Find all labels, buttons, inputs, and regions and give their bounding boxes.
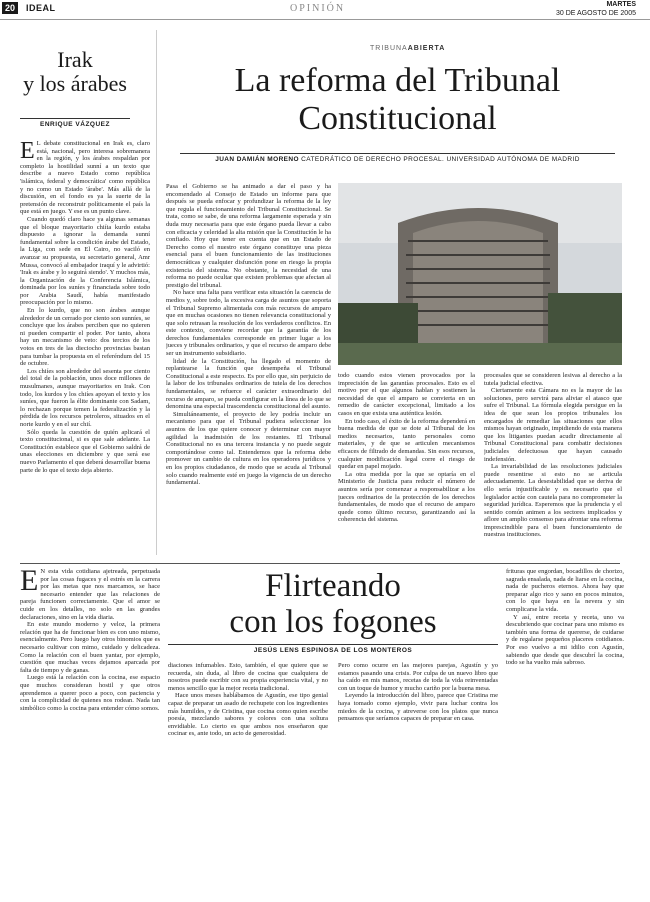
flirt-col-2 [168, 662, 328, 898]
tribunal-building-photo [338, 183, 622, 365]
irak-paragraph: Cuando quedó claro hace ya algunas semanas que el bloque mayoritario chiíta kurdo estaba dispuesto a ignorar la demanda sunní fundamental sobre la condición árabe del Estado, la Liga, con sede en El Cairo, no vaciló en avanzar su propuesta, su secretario general, Amr Mussa, convocó al embajador iraquí y le advirtió: 'Irak es árabe y lo seguirá siendo'. Y muchos más, la Organización de la Conferencia Islámica, dominada por los suníes y financiada sobre todo por Arabia Saudí, había manifestado preocupación por lo mismo. [20, 215, 150, 307]
flirt-author: JESÚS LENS ESPINOSA DE LOS MONTEROS [168, 644, 498, 654]
reforma-paragraph: No hace una falta para verificar esta situación la carencia de medios y, sobre todo, la excesiva carga de asuntos que soporta el Tribunal Supremo alimentada con más recursos de amparo que en muchas ocasiones no tienen relevancia constitucional y que solo retrasan la resolución de los verdaderos conflictos. En este contexto, conviene recordar que la garantía de los derechos fundamentales corresponde en primer lugar a los jueces y tribunales ordinarios, y que el recurso de amparo debe ser un instrumento subsidiario. [166, 289, 331, 358]
flirt-title [168, 568, 498, 640]
reforma-paragraph: En todo caso, el éxito de la reforma dependerá en buena medida de que se dote al Tribunal de los medios necesarios, tanto personales como materiales, y de que se articulen mecanismos eficaces de filtrado de demandas. Sin esos recursos, cualquier modificación legal corre el riesgo de quedar en papel mojado. [338, 417, 475, 471]
irak-title [20, 48, 130, 96]
reforma-paragraph: Pasa el Gobierno se ha animado a dar el paso y ha encomendado al Consejo de Estado un informe para que después se pueda enfocar y profundizar la reforma de la ley que regula el funcionamiento del Tribunal Constitucional. Se trata, como se sabe, de una reforma largamente esperada y sin duda muy necesaria para que este órgano pueda llevar a cabo con eficacia y celeridad la alta misión que la Constitución le ha confiado. Hoy que tener en cuenta que en un Estado de Derecho como el nuestro este órgano constituye una pieza esencial para el buen funcionamiento de las instituciones democráticas y cualquier disfunción pone en riesgo la propia existencia del sistema. No obstante, la necesidad de una reforma no puede ocultar que existen problemas que afectan al prestigio del tribunal. [166, 183, 331, 289]
reforma-col-1 [166, 183, 331, 558]
flirt-col-3 [338, 662, 498, 898]
flirt-col-1 [20, 568, 160, 898]
irak-title-line2: y los árabes [23, 71, 127, 96]
publication-name: IDEAL [26, 3, 56, 13]
flirt-paragraph: E N esta vida cotidiana ajetreada, perpetuada por las cosas fugaces y el estrés en la carrera por las metas que nos marcamos, se hace necesario entender que las relaciones de pareja funcionen correctamente. Que el amor se cuide en los detalles, no solo en las grandes declaraciones, sino en la vida diaria. [20, 568, 160, 621]
flirt-title-line1: Flirteando [265, 568, 401, 604]
reforma-col-3 [338, 372, 475, 558]
flirt-col-4 [506, 568, 624, 898]
flirt-paragraph: frituras que engordan, bocadillos de chorizo, sagrada ensalada, nada de liarse en la cocina, nada de pucheros eternos. Ahora hay que preparar algo rico y sano en pocos minutos, con lo que haya en la nevera y sin complicarse la vida. [506, 568, 624, 613]
irak-paragraph: Los chiíes son alrededor del sesenta por ciento del total de la población, unos doce millones de musulmanes, aunque mayoritarios en Irak. Con todo, los kurdos y los chiíes apoyan el texto y los suníes, que fueron la élite dominante con Sadam, lo rechazan porque temen la federalización y la pérdida de los recursos petroleros, situados en el norte kurdo y en el sur chií. [20, 367, 150, 428]
article-kicker: TRIBUNAABIERTA [370, 45, 446, 52]
reforma-paragraph: procesales que se consideren lesivas al derecho a la tutela judicial efectiva. [484, 372, 622, 387]
flirt-drop-cap: E [20, 568, 39, 597]
reforma-paragraph: La otra medida por la que se optaría en el Ministerio de Justicia para reducir el número de asuntos sería por comenzar a responsabilizar a los jueces ordinarios de la protección de los derechos fundamentales, de modo que el recurso de amparo quede como último recurso, garantizando así la coherencia del sistema. [338, 470, 475, 524]
flirt-paragraph: En este mundo moderno y veloz, la primera relación que ha de funcionar bien es con uno mismo, esencialmente. Pero luego hay otros binomios que es necesario cultivar con mimo, cuidado y delicadeza. Como la relación con el buen yantar, por ejemplo, cuestión que muchas veces dejamos aparcada por falta de tiempo y de ganas. [20, 621, 160, 674]
flirt-paragraph: Y así, entre receta y receta, uno va descubriendo que cocinar para uno mismo es también una forma de quererse, de cuidarse y de regalarse pequeños placeres cotidianos. Por eso vuelvo a mi idilio con Agustín, sabiendo que desde que descubrí la cocina, todo se ha vuelto más sabroso. [506, 613, 624, 667]
irak-paragraph: En lo kurdo, que no son árabes aunque alrededor de un cerrado por ciento son sunníes, se concluye que los árabes perciben que no quieren ni pueden compartir el poder. Por tanto, ahora hay un mecanismo de veto: dos tercios de los votos en tres de las dieciocho provincias bastan para tumbar la propuesta en el referéndum del 15 de octubre. [20, 307, 150, 368]
irak-paragraph: Sólo queda la cuestión de quién aplicará el texto constitucional, si es que sale adelante. La Constitución establece que el Gobierno saldrá de unas elecciones en diciembre y que será ese nuevo Parlamento el que deberá desarrollar buena parte de lo que el texto deja abierto. [20, 428, 150, 474]
flirt-paragraph: Leyendo la introducción del libro, parece que Cristina me haya tomado como ejemplo, vivir para luchar contra los miedos de la cocina, y atreverse con los platos que nunca pensamos que seríamos capaces de preparar en casa. [338, 692, 498, 723]
page-header [0, 0, 650, 20]
weekday: MARTES [606, 1, 636, 8]
reforma-byline [180, 153, 615, 163]
flirt-paragraph: Hace unos meses hablábamos de Agustín, ese tipo genial capaz de preparar un asado de rechupete con los ingredientes más humildes, y de Cristina, que cocina como quien escribe poesía, mezclando sabores y colores con una soltura envidiable. Lo cierto es que ambos nos enseñaron que cocinar es, ante todo, un acto de generosidad. [168, 692, 328, 738]
irak-paragraph: E L debate constitucional en Irak es, claro está, nacional, pero interesa sobremanera en la región, y los árabes respaldan por completo la hostilidad sunní a un texto que describe a nuevo Estado como república 'islámica, federal y democrática' como república y no como un Estado 'árabe'. Más allá de la discusión, en el fondo es ya la suerte de la pretensión de reconstruir políticamente el país la que está en juego. Y ese es un punto clave. [20, 140, 150, 216]
irak-body [20, 140, 150, 558]
page-number: 20 [2, 2, 18, 14]
reforma-author-name: JUAN DAMIÁN MORENO [215, 156, 299, 163]
reforma-title-line2: Constitucional [298, 100, 497, 137]
flirt-title-line2: con los fogones [229, 604, 437, 640]
flirt-paragraph: Luego está la relación con la cocina, ese espacio que muchos consideran hostil y que otros aprendemos a querer poco a poco, con paciencia y con la complicidad de quienes nos rodean. Nada tan simbólico como la cocina para entender cómo somos. [20, 674, 160, 712]
reforma-title-line1: La reforma del Tribunal [234, 62, 561, 99]
reforma-col-4 [484, 372, 622, 558]
irak-title-line1: Irak [57, 47, 93, 72]
reforma-paragraph: La invariabilidad de las resoluciones judiciales puede resentirse si esto no se articula adecuadamente. La desestabilidad que se deriva de ello sería injustificable y es necesario que el legislador actúe con cautela para no comprometer la seguridad jurídica. Esperemos que la prudencia y el sentido común animen a los sectores implicados y aflore un amplio consenso para afrontar una reforma imprescindible para el buen funcionamiento de nuestras instituciones. [484, 463, 622, 539]
reforma-paragraph: Ciertamente esta Cámara no es la mayor de las soluciones, pero servirá para aliviar el atasco que sufre el Tribunal. La fórmula elegida persigue en la idea de que sean los propios tribunales los encargados de remediar las situaciones que ellos mismos hayan originado, impidiendo de esta manera que los litigantes puedan acudir directamente al Tribunal Constitucional para combatir decisiones judiciales defectuosas que hayan causado indefensión. [484, 387, 622, 463]
reforma-title [180, 62, 615, 138]
reforma-paragraph: lidad de la Constitución, ha llegado el momento de replantearse la función que desempeña el Tribunal Constitucional a este respecto. Es por ello que, sin perjuicio de la labor de los tribunales ordinarios de tutela de los derechos fundamentales, se refuerce el carácter extraordinario del recurso de amparo, se pueda configurar en la línea de lo que se denomina una especial trascendencia constitucional del asunto. [166, 357, 331, 411]
section-divider [20, 563, 620, 564]
reforma-paragraph: Simultáneamente, el proyecto de ley podría incluir un mecanismo para que el Tribunal pudiera seleccionar los asuntos de los que quiere conocer y determinar con mayor agilidad la inadmisión de los restantes. El Tribunal Constitucional no es una tercera instancia y no puede seguir comportándose como tal. Entendemos que la reforma debe promover un cambio de cultura en los operadores jurídicos y en los propios ciudadanos, de modo que se acuda al Tribunal solo cuando realmente esté en juego la vigencia de un derecho fundamental. [166, 410, 331, 487]
section-name: OPINIÓN [290, 3, 346, 14]
irak-drop-cap: E [20, 140, 35, 164]
reforma-author-role: CATEDRÁTICO DE DERECHO PROCESAL. UNIVERSIDAD AUTÓNOMA DE MADRID [301, 156, 580, 163]
column-divider [156, 30, 157, 555]
date: 30 DE AGOSTO DE 2005 [555, 10, 636, 17]
flirt-paragraph: Pero como ocurre en las mejores parejas, Agustín y yo estamos pasando una crisis. Por culpa de un nuevo libro que ha caído en mis manos, recetas de toda la vida reinventadas con un toque de humor y mucho cariño por la buena mesa. [338, 662, 498, 692]
irak-author: ENRIQUE VÁZQUEZ [20, 118, 130, 128]
flirt-paragraph: diaciones infumables. Esto, también, el que quiere que se recuerda, sin duda, al libro de cocina que cualquiera de nosotros puede escribir con su propia experiencia vital, y no menos sencillo que la mejor receta tradicional. [168, 662, 328, 692]
reforma-paragraph: todo cuando estos vienen provocados por la imprecisión de las garantías procesales. Esto es el motivo por el que algunos hablan y sostienen la necesidad de que el amparo se convierta en un remedio de carácter excepcional, limitado a los casos en que exista una auténtica lesión. [338, 372, 475, 417]
